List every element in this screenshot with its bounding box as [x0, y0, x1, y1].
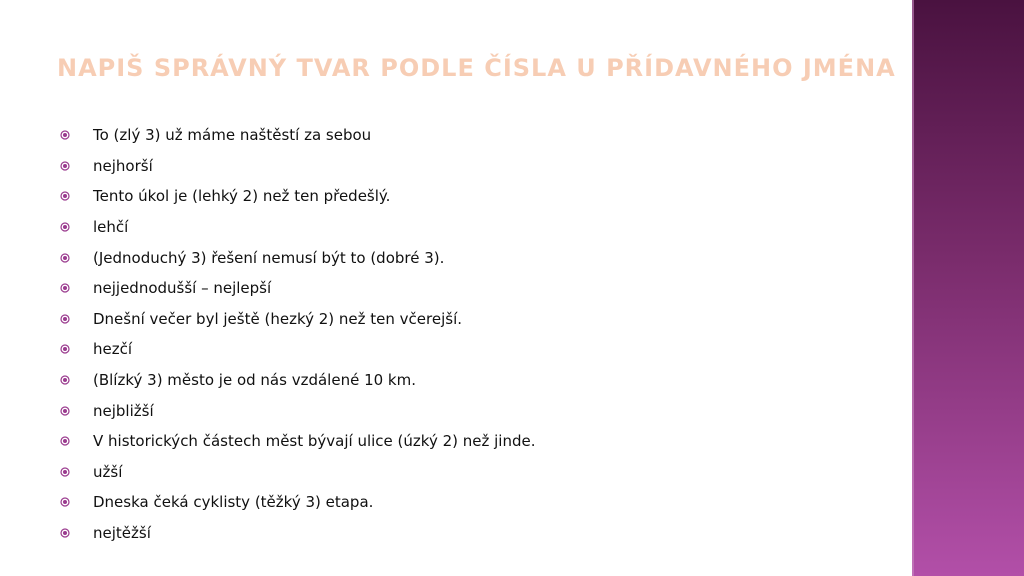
list-item-text: Dneska čeká cyklisty (těžký 3) etapa.	[93, 493, 374, 512]
list-item-text: (Jednoduchý 3) řešení nemusí být to (dobré 3).	[93, 248, 445, 267]
list-item	[60, 518, 880, 549]
circled-dot-icon	[60, 130, 70, 140]
list-item-text: nejhorší	[93, 156, 153, 175]
list-item-text: Dnešní večer byl ještě (hezký 2) než ten včerejší.	[93, 309, 463, 328]
list-item-text: lehčí	[93, 218, 129, 237]
list-item	[60, 334, 880, 365]
circled-dot-icon	[60, 191, 70, 201]
list-item	[60, 487, 880, 518]
circled-dot-icon	[60, 222, 70, 232]
list-item	[60, 457, 880, 488]
list-item-text: nejtěžší	[93, 524, 151, 543]
bullet-list	[60, 120, 880, 548]
circled-dot-icon	[60, 406, 70, 416]
list-item-text: V historických částech měst bývají ulice (úzký 2) než jinde.	[93, 432, 536, 451]
circled-dot-icon	[60, 467, 70, 477]
circled-dot-icon	[60, 528, 70, 538]
circled-dot-icon	[60, 436, 70, 446]
list-item-text: To (zlý 3) už máme naštěstí za sebou	[93, 126, 372, 145]
list-item-text: Tento úkol je (lehký 2) než ten předešlý.	[93, 187, 391, 206]
list-item	[60, 273, 880, 304]
decorative-side-bar	[912, 0, 1024, 576]
list-item-text: nejbližší	[93, 401, 154, 420]
list-item-text: užší	[93, 462, 123, 481]
list-item	[60, 426, 880, 457]
circled-dot-icon	[60, 344, 70, 354]
list-item	[60, 151, 880, 182]
list-item	[60, 365, 880, 396]
list-item	[60, 181, 880, 212]
slide-title: NAPIŠ SPRÁVNÝ TVAR PODLE ČÍSLA U PŘÍDAVNÉHO JMÉNA	[57, 54, 896, 82]
list-item-text: nejjednodušší – nejlepší	[93, 279, 272, 298]
circled-dot-icon	[60, 314, 70, 324]
circled-dot-icon	[60, 283, 70, 293]
list-item	[60, 212, 880, 243]
circled-dot-icon	[60, 497, 70, 507]
list-item-text: hezčí	[93, 340, 133, 359]
list-item-text: (Blízký 3) město je od nás vzdálené 10 km.	[93, 371, 416, 390]
list-item	[60, 395, 880, 426]
circled-dot-icon	[60, 375, 70, 385]
list-item	[60, 120, 880, 151]
list-item	[60, 304, 880, 335]
circled-dot-icon	[60, 161, 70, 171]
circled-dot-icon	[60, 253, 70, 263]
list-item	[60, 242, 880, 273]
